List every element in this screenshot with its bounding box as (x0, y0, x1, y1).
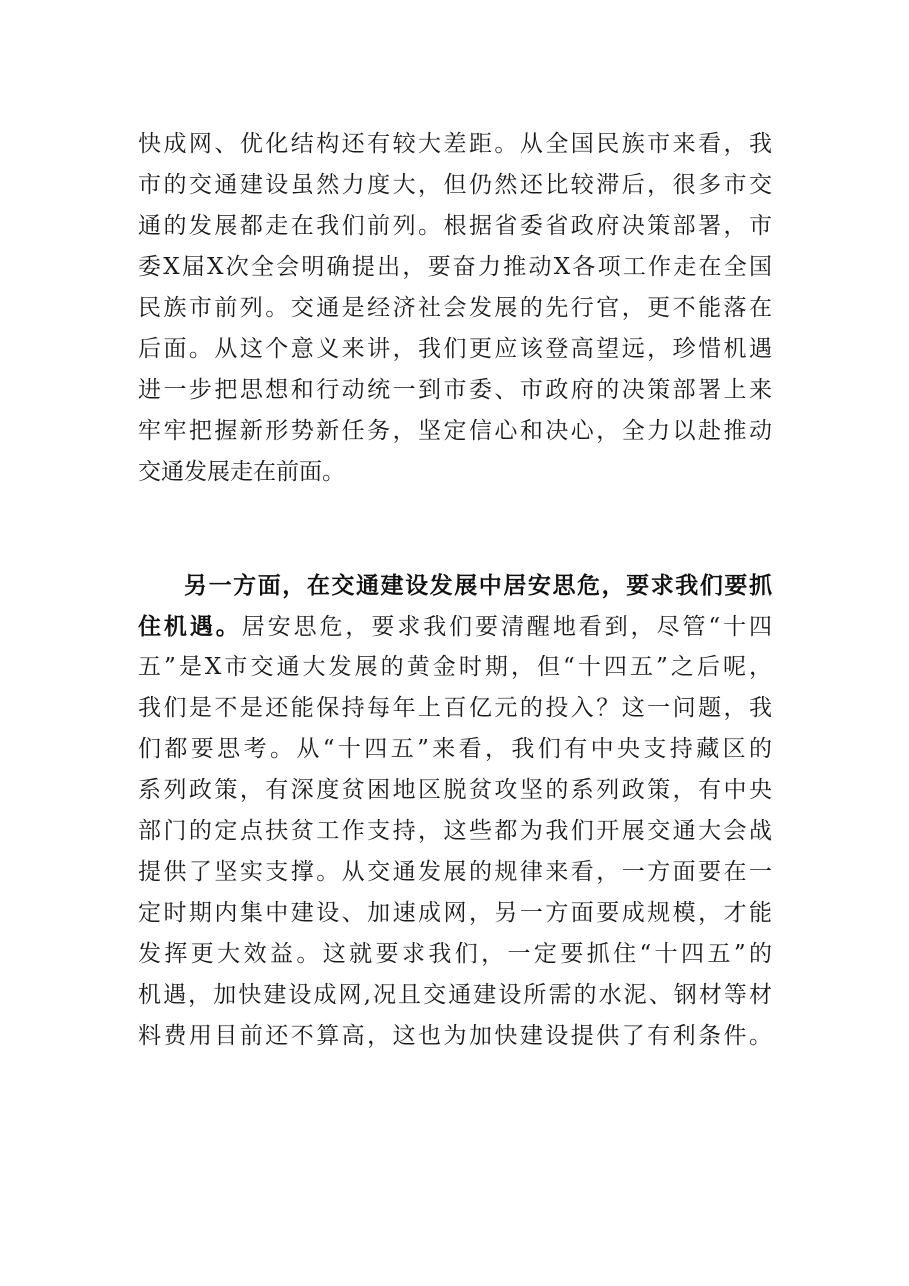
paragraph-line: 市的交通建设虽然力度大，但仍然还比较滞后，很多市交 (138, 172, 772, 198)
paragraph-line: 快成网、优化结构还有较大差距。从全国民族市来看，我 (138, 131, 772, 157)
paragraph-line: 系列政策，有深度贫困地区脱贫攻坚的系列政策，有中央 (138, 777, 772, 803)
paragraph-line: 料费用目前还不算高，这也为加快建设提供了有利条件。 (138, 1023, 772, 1049)
paragraph-line: 通的发展都走在我们前列。根据省委省政府决策部署，市 (138, 213, 772, 239)
paragraph-line: 交通发展走在前面。 (138, 459, 345, 485)
paragraph-line (138, 606, 772, 647)
paragraph-line: 机遇，加快建设成网,况且交通建设所需的水泥、钢材等材 (138, 982, 772, 1008)
paragraph-line: 后面。从这个意义来讲，我们更应该登高望远，珍惜机遇 (138, 336, 772, 362)
paragraph-line: 民族市前列。交通是经济社会发展的先行官，更不能落在 (138, 295, 772, 321)
paragraph-line: 发挥更大效益。这就要求我们，一定要抓住“十四五”的 (138, 941, 772, 967)
paragraph-1 (138, 124, 772, 493)
paragraph-line-text: 居安思危，要求我们要清醒地看到，尽管“十四 (241, 614, 772, 640)
paragraph-line: 牢牢把握新形势新任务，坚定信心和决心，全力以赴推动 (138, 418, 772, 444)
bold-lead-sentence-end: 住机遇。 (138, 613, 242, 640)
paragraph-line: 提供了坚实支撑。从交通发展的规律来看，一方面要在一 (138, 859, 772, 885)
paragraph-line: 我们是不是还能保持每年上百亿元的投入？这一问题，我 (138, 695, 772, 721)
paragraph-line: 五”是X市交通大发展的黄金时期，但“十四五”之后呢， (138, 654, 772, 680)
paragraph-2 (138, 565, 772, 1057)
paragraph-line: 们都要思考。从“十四五”来看，我们有中央支持藏区的 (138, 736, 772, 762)
paragraph-line: 定时期内集中建设、加速成网，另一方面要成规模，才能 (138, 900, 772, 926)
bold-lead-sentence: 另一方面，在交通建设发展中居安思危，要求我们要抓 (184, 572, 772, 599)
paragraph-line: 进一步把思想和行动统一到市委、市政府的决策部署上来 (138, 377, 772, 403)
paragraph-line: 委X届X次全会明确提出，要奋力推动X各项工作走在全国 (138, 254, 772, 280)
paragraph-line: 部门的定点扶贫工作支持，这些都为我们开展交通大会战 (138, 818, 772, 844)
